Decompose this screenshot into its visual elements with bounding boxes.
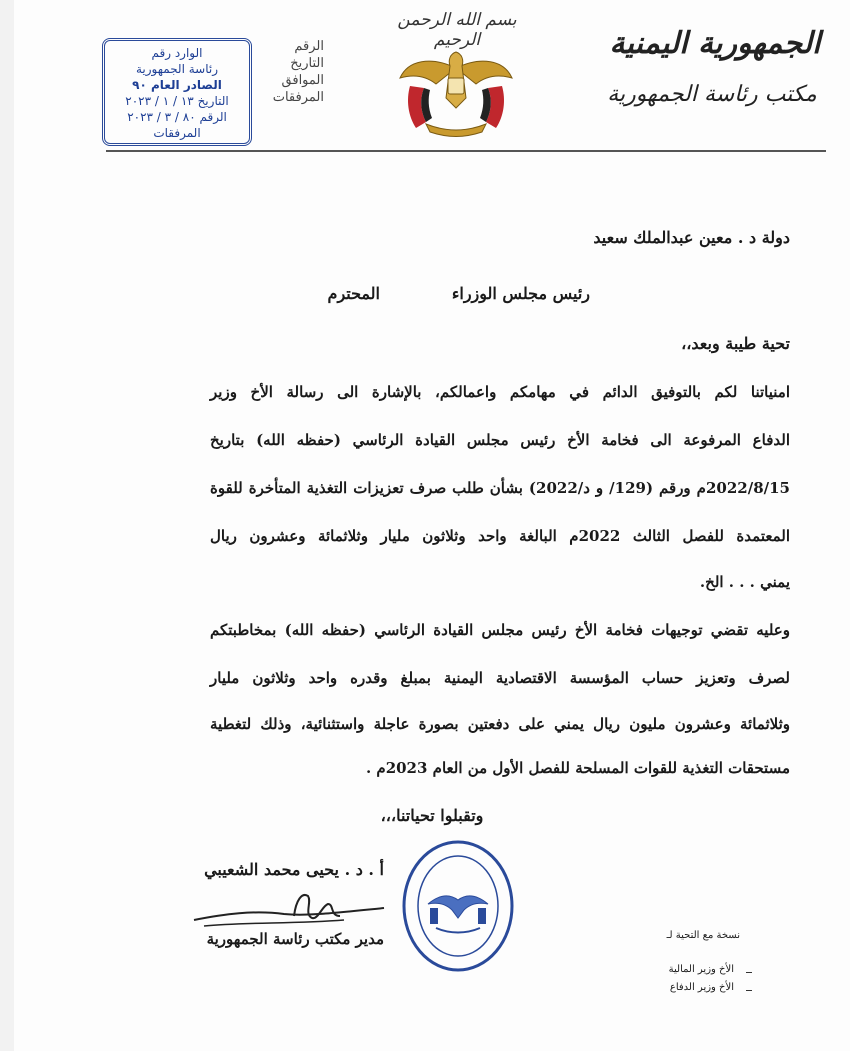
- stamp-line: الرقم ٨٠ / ٣ / ٢٠٢٣: [127, 110, 227, 124]
- paragraph2-line: وثلاثمائة وعشرون مليون ريال يمني على دفعتين بصورة عاجلة واستثنائية، وذلك لتغطية: [210, 715, 790, 733]
- letter-page: [14, 0, 850, 1051]
- paragraph2-line: وعليه تقضي توجيهات فخامة الأخ رئيس مجلس القيادة الرئاسي (حفظه الله) بمخاطبتكم: [210, 621, 790, 639]
- paragraph1-line: 2022/8/15م ورقم (129/ و د/2022) بشأن طلب صرف تعزيزات التغذية المتأخرة للقوة: [210, 479, 790, 497]
- cc-item: الأخ وزير الدفاع: [669, 982, 734, 993]
- signer-name: أ . د . يحيى محمد الشعيبي: [204, 860, 384, 879]
- stamp-line: المرفقات: [153, 126, 201, 140]
- official-round-seal-icon: [400, 838, 516, 974]
- header-divider: [106, 150, 826, 152]
- addressee-name: دولة د . معين عبدالملك سعيد: [593, 228, 790, 247]
- signer-title: مدير مكتب رئاسة الجمهورية: [206, 930, 384, 948]
- ref-label-corresponding: الموافق: [281, 73, 324, 88]
- stamp-line: الصادر العام ٩٠: [132, 78, 222, 92]
- addressee-title: رئيس مجلس الوزراء: [451, 284, 590, 303]
- paragraph1-line: الدفاع المرفوعة الى فخامة الأخ رئيس مجلس القيادة الرئاسي (حفظه الله) بتاريخ: [210, 431, 790, 449]
- cc-item: الأخ وزير المالية: [668, 964, 734, 975]
- ref-label-number: الرقم: [294, 39, 324, 54]
- reference-labels: [254, 38, 324, 106]
- greeting: تحية طيبة وبعد،،: [681, 334, 790, 353]
- stamp-line: الوارد رقم: [151, 46, 203, 60]
- closing: وتقبلوا تحياتنا،،،: [380, 806, 484, 825]
- cc-bullet: [746, 972, 752, 973]
- paragraph1-line: المعتمدة للفصل الثالث 2022م البالغة واحد وثلاثون مليار وثلاثمائة وعشرون ريال: [210, 527, 791, 545]
- stamp-line: رئاسة الجمهورية: [135, 62, 219, 76]
- basmala: بسم الله الرحمن الرحيم: [397, 10, 517, 50]
- paragraph2-line: لصرف وتعزيز حساب المؤسسة الاقتصادية اليمنية بمبلغ وقدره واحد وثلاثون مليار: [210, 669, 790, 687]
- ref-label-attachments: المرفقات: [272, 90, 324, 105]
- paragraph1-line: امنياتنا لكم بالتوفيق الدائم في مهامكم واعمالكم، بالإشارة الى رسالة الأخ وزير: [210, 383, 790, 401]
- paragraph2-line: مستحقات التغذية للقوات المسلحة للفصل الأول من العام 2023م .: [365, 759, 790, 777]
- yemen-eagle-emblem-icon: [396, 38, 516, 138]
- org-name: الجمهورية اليمنية: [609, 26, 821, 61]
- ref-label-date: التاريخ: [290, 56, 324, 71]
- addressee-honorific: المحترم: [327, 284, 380, 303]
- paragraph1-line: يمني . . . الخ.: [699, 573, 790, 591]
- office-name: مكتب رئاسة الجمهورية: [607, 82, 817, 107]
- incoming-stamp: [102, 38, 252, 146]
- cc-label: نسخة مع التحية لـ: [666, 930, 740, 941]
- cc-bullet: [746, 990, 752, 991]
- stamp-line: التاريخ ١٣ / ١ / ٢٠٢٣: [125, 94, 229, 108]
